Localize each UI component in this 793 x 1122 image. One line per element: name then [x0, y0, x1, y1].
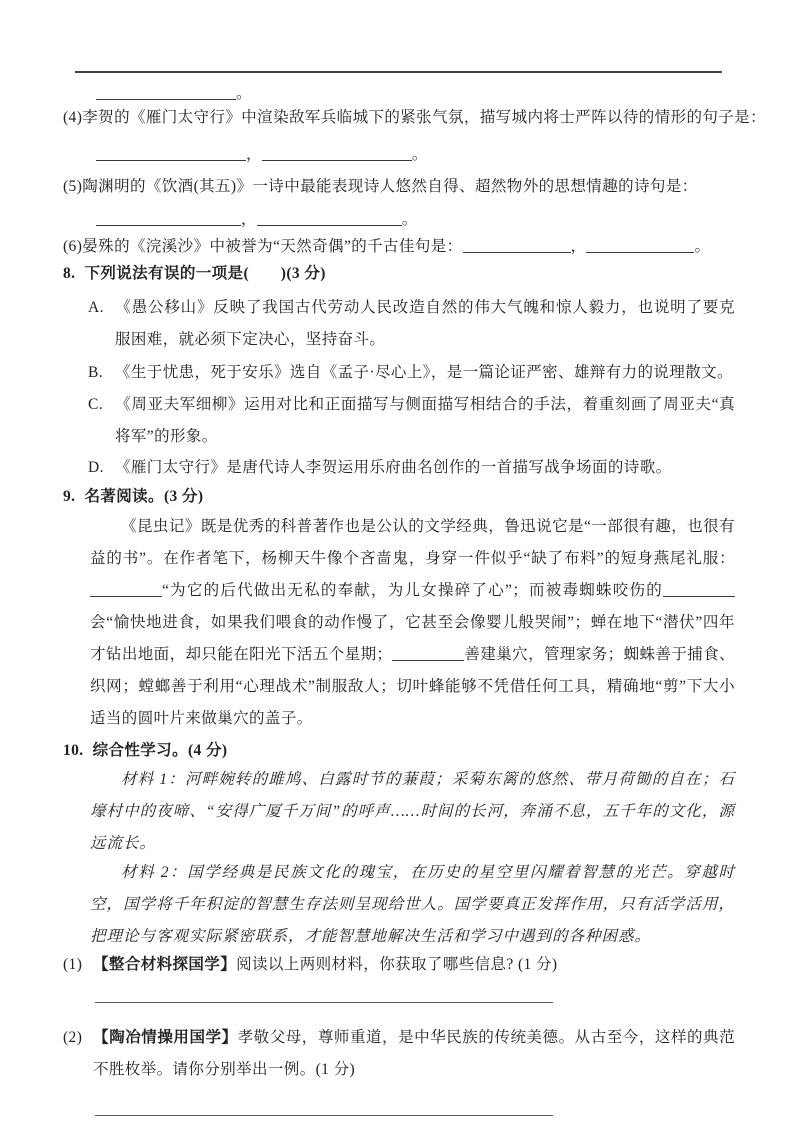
q8-option-d	[63, 452, 735, 484]
q9-number: 9.	[63, 488, 76, 505]
q10-sub2-answer-line	[95, 1093, 553, 1116]
q7-item4-prompt: (4)李贺的《雁门太守行》中渲染敌军兵临城下的紧张气氛，描写城内将士严阵以待的情形的句子是：	[63, 109, 766, 126]
q9-title: 名著阅读。(3 分)	[84, 488, 204, 505]
text-segment: 。	[236, 85, 252, 102]
text-segment: 善建巢穴，管理家务；蜘蛛善于捕食、织网；螳螂善于利用“心理战术”制服敌人；切叶蜂能够不凭借任何工具，精确地“剪”下大小适当的圆叶片来做巢穴的盖子。	[90, 646, 735, 727]
q8-option-c	[63, 389, 735, 453]
q8-option-b-text: 《生于忧患，死于安乐》选自《孟子·尽心上》，是一篇论证严密、雄辩有力的说理散文。	[115, 364, 733, 381]
q8-option-a-label: A.	[88, 299, 104, 316]
text-segment: “为它的后代做出无私的奉献，为儿女操碎了心”；而被毒蜘蛛咬伤的	[162, 582, 663, 599]
q8-option-b	[63, 357, 735, 389]
q8-option-d-text: 《雁门太守行》是唐代诗人李贺运用乐府曲名创作的一首描写战争场面的诗歌。	[115, 459, 672, 476]
text-segment: 。	[694, 238, 711, 255]
q8-option-a-text: 《愚公移山》反映了我国古代劳动人民改造自然的伟大气魄和惊人毅力，也说明了要克服困难，就必须下定决心，坚持奋斗。	[115, 299, 735, 348]
text-segment: 孝敬父母，尊师重道，是中华民族的传统美德。从古至今，这样的典范不胜枚举。请你分别举出一例。(1 分)	[93, 1029, 735, 1078]
q9-passage	[63, 511, 735, 735]
answer-blank	[586, 237, 694, 253]
answer-blank	[262, 145, 412, 161]
text-segment: 。	[401, 211, 418, 228]
answer-blank	[392, 645, 464, 661]
q8-option-c-text: 《周亚夫军细柳》运用对比和正面描写与侧面描写相结合的手法，着重刻画了周亚夫“真将军”的形象。	[115, 396, 735, 445]
answer-blank	[463, 237, 571, 253]
q10-number: 10.	[63, 742, 84, 759]
answer-blank	[96, 210, 241, 226]
answer-blank	[90, 581, 162, 597]
answer-blank	[257, 210, 402, 226]
text-segment: ，	[570, 238, 587, 255]
q8-option-c-label: C.	[88, 396, 104, 413]
q10-material-1: 材料 1：河畔婉转的雎鸠、白露时节的蒹葭；采菊东篱的悠然、带月荷锄的自在；石壕村中的夜啼、“安得广厦千万间”的呼声……时间的长河，奔涌不息，五千年的文化，源远流长。	[90, 771, 735, 852]
item-marker: (1)	[63, 956, 83, 973]
q8-title: 下列说法有误的一项是( )(3 分)	[84, 265, 326, 282]
text-segment: ，	[246, 146, 262, 163]
q8-option-a	[63, 292, 735, 356]
q8-option-b-label: B.	[88, 364, 104, 381]
text-segment: 。	[411, 146, 428, 163]
answer-blank	[96, 145, 246, 161]
q8-option-d-label: D.	[88, 459, 104, 476]
answer-blank	[96, 84, 236, 100]
page-divider-rule	[75, 71, 722, 73]
text-segment: 会“愉快地进食，如果我们喂食的动作慢了，它甚至会像婴儿般哭闹”；蝉在地下“潜伏”四年才钻出地面，却只能在阳光下活五个星期；	[90, 614, 735, 663]
q10-sub2-prompt	[63, 1022, 735, 1086]
tag-label: 【整合材料探国学】	[93, 956, 237, 973]
answer-blank	[663, 581, 735, 597]
item-marker: (2)	[63, 1029, 83, 1046]
q10-material-2: 材料 2：国学经典是民族文化的瑰宝，在历史的星空里闪耀着智慧的光芒。穿越时空，国学将千年积淀的智慧生存法则呈现给世人。国学要真正发挥作用，只有活学活用，把理论与客观实际紧密联系，才能智慧地解决生活和学习中遇到的各种困惑。	[90, 864, 735, 945]
q10-sub1-answer-line	[95, 985, 553, 1003]
tag-label: 【陶冶情操用国学】	[93, 1029, 238, 1046]
q7-item5-prompt: (5)陶渊明的《饮酒(其五)》一诗中最能表现诗人悠然自得、超然物外的思想情趣的诗句是：	[63, 178, 698, 195]
q10-sub1-prompt	[63, 949, 735, 981]
text-segment: 《昆虫记》既是优秀的科普著作也是公认的文学经典，鲁迅说它是“一部很有趣，也很有益的书”。在作者笔下，杨柳天牛像个吝啬鬼，身穿一件似乎“缺了布料”的短身燕尾礼服：	[90, 518, 735, 567]
text-segment: 阅读以上两则材料，你获取了哪些信息? (1 分)	[236, 956, 558, 973]
q10-title: 综合性学习。(4 分)	[92, 742, 228, 759]
q8-number: 8.	[63, 265, 76, 282]
q10-heading	[63, 735, 735, 767]
text-segment: ，	[241, 211, 257, 228]
q9-heading	[63, 481, 735, 513]
text-segment: (6)晏殊的《浣溪沙》中被誉为“天然奇偶”的千古佳句是：	[63, 238, 463, 255]
q7-item4-answer-blanks	[96, 139, 735, 171]
